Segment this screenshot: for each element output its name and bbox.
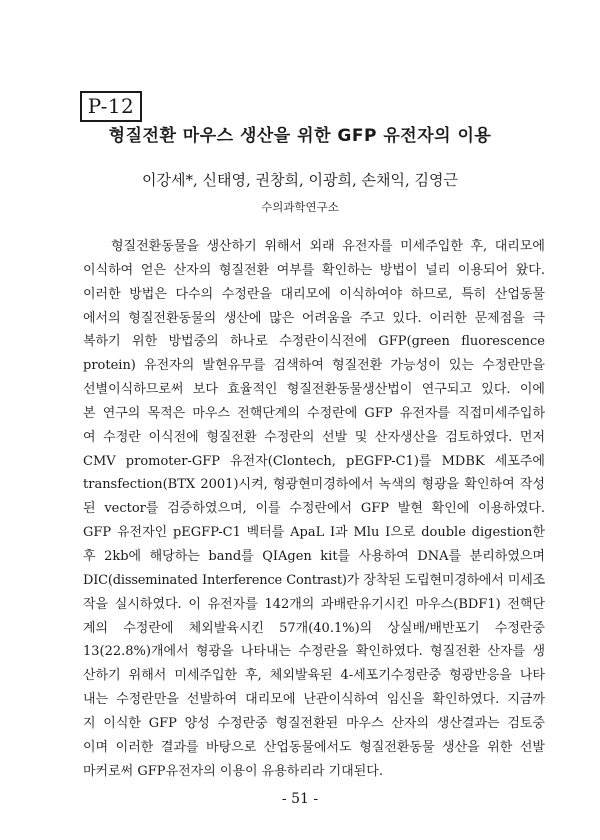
abstract-id-box: P-12: [80, 91, 142, 122]
body-line: 본 연구의 목적은 마우스 전핵단계의 수정란에 GFP 유전자를 직접미세주입하: [83, 405, 545, 421]
abstract-body: [83, 235, 545, 783]
body-line: GFP 유전자인 pEGFP-C1 벡터를 ApaL I과 Mlu I으로 double digestion한: [83, 525, 545, 541]
body-line: 계의 수정란에 체외발육시킨 57개(40.1%)의 상실배/배반포기 수정란중: [83, 620, 545, 636]
body-line: DIC(disseminated Interference Contrast)가 장착된 도립현미경하에서 미세조: [83, 572, 545, 588]
body-line: 후 2kb에 해당하는 band를 QIAgen kit를 사용하여 DNA를 분리하였으며: [83, 548, 545, 564]
body-line: 산하기 위해서 미세주입한 후, 체외발육된 4-세포기수정란중 형광반응을 나타: [83, 668, 545, 684]
affiliation: 수의과학연구소: [261, 200, 339, 214]
body-line: protein) 유전자의 발현유무를 검색하여 형질전환 가능성이 있는 수정란만을: [83, 358, 545, 374]
body-line: 여 수정란 이식전에 형질전환 수정란의 선발 및 산자생산을 검토하였다. 먼저: [83, 429, 545, 445]
body-line: 이러한 방법은 다수의 수정란을 대리모에 이식하여야 하므로, 특히 산업동물: [83, 286, 545, 302]
body-line: 지 이식한 GFP 양성 수정란중 형질전환된 마우스 산자의 생산결과는 검토중: [83, 715, 545, 731]
body-line: 작을 실시하였다. 이 유전자를 142개의 과배란유기시킨 마우스(BDF1) 전핵단: [83, 596, 545, 612]
body-line: 이며 이러한 결과를 바탕으로 산업동물에서도 형질전환동물 생산을 위한 선발: [83, 739, 545, 755]
page-number: - 51 -: [281, 791, 319, 807]
body-line: 형질전환동물을 생산하기 위해서 외래 유전자를 미세주입한 후, 대리모에: [111, 239, 545, 254]
body-line: transfection(BTX 2001)시켜, 형광현미경하에서 녹색의 형광을 확인하여 작성: [83, 477, 545, 493]
paper-title: 형질전환 마우스 생산을 위한 GFP 유전자의 이용: [108, 126, 492, 146]
body-line: 이식하여 얻은 산자의 형질전환 여부를 확인하는 방법이 널리 이용되어 왔다.: [83, 262, 545, 278]
body-line: CMV promoter-GFP 유전자(Clontech, pEGFP-C1)를 MDBK 세포주에: [83, 453, 545, 469]
author-list: 이강세*, 신태영, 권창희, 이광희, 손채익, 김영근: [141, 171, 458, 189]
body-line: 된 vector를 검증하였으며, 이를 수정란에서 GFP 발현 확인에 이용하였다.: [83, 501, 545, 517]
body-line: 복하기 위한 방법중의 하나로 수정란이식전에 GFP(green fluorescence: [83, 334, 545, 350]
body-line: 에서의 형질전환동물의 생산에 많은 어려움을 주고 있다. 이러한 문제점을 극: [83, 310, 545, 326]
body-line: 마커로써 GFP유전자의 이용이 유용하리라 기대된다.: [83, 763, 383, 779]
body-line: 13(22.8%)개에서 형광을 나타내는 수정란을 확인하였다. 형질전환 산자를 생: [83, 644, 545, 660]
body-line: 선별이식하므로써 보다 효율적인 형질전환동물생산법이 연구되고 있다. 이에: [83, 382, 545, 398]
body-line: 내는 수정란만을 선발하여 대리모에 난관이식하여 임신을 확인하였다. 지금까: [83, 692, 545, 708]
